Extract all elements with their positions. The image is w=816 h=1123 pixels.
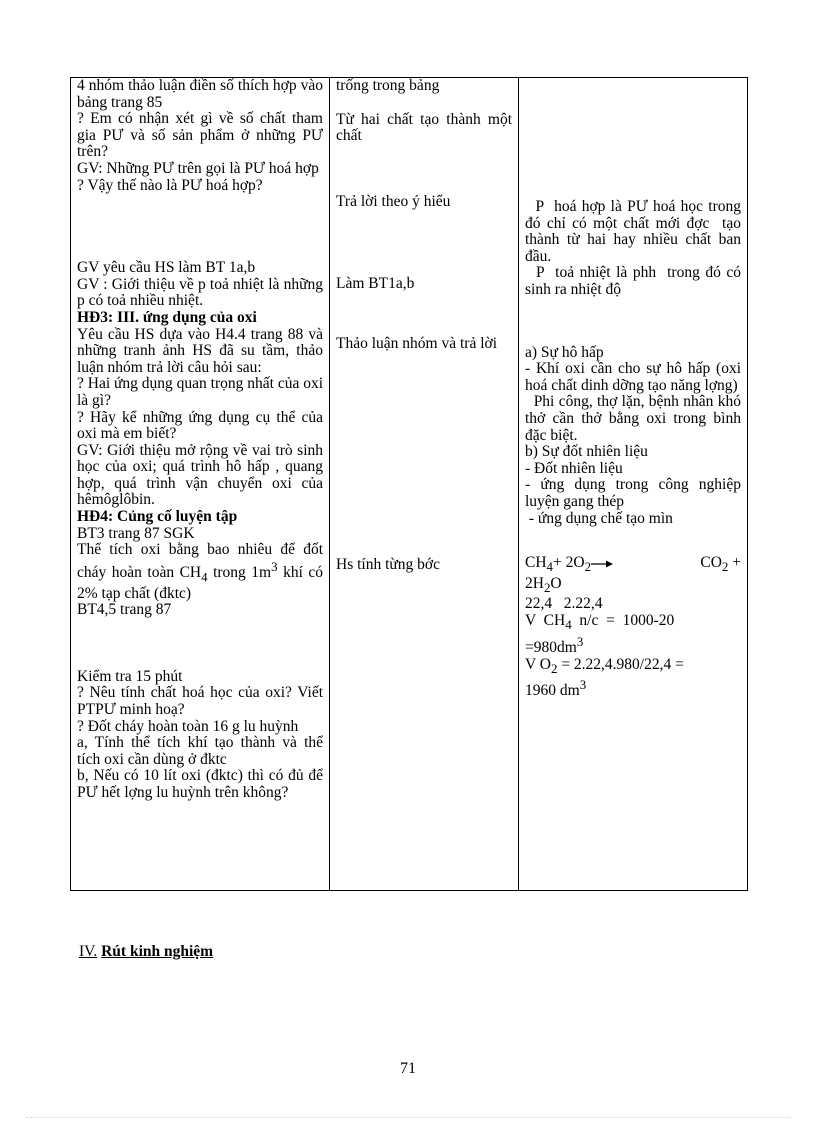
text-line: Phi công, thợ lặn, bệnh nhân khó thở cần thở bằng oxi trong bình đặc biệt. bbox=[525, 393, 745, 444]
text-line: GV: Giới thiệu mở rộng về vai trò sinh học của oxi; quá trình hô hấp , quang hợp, quá trình vận chuyển oxi của hêmôglôbin. bbox=[77, 441, 323, 509]
text-line: GV : Giới thiệu về p toả nhiệt là những p có toả nhiều nhiệt. bbox=[77, 275, 323, 310]
arrow-icon bbox=[591, 560, 613, 568]
text-line: 4 nhóm thảo luận điền số thích hợp vào bảng trang 85 bbox=[77, 77, 323, 111]
text-line: V $O_2 = 2.22,4.980/22,4$ = bbox=[525, 655, 684, 676]
text-line: ? Vậy thế nào là PƯ hoá hợp? bbox=[77, 176, 263, 194]
text-line: Từ hai chất tạo thành một chất bbox=[336, 110, 512, 145]
section-number: IV. bbox=[79, 943, 98, 960]
text-line: trống trong bảng bbox=[336, 77, 440, 94]
text-line: - Khí oxi cần cho sự hô hấp (oxi hoá chất dinh dỡng tạo năng lợng) bbox=[525, 360, 741, 394]
content-column bbox=[519, 78, 748, 891]
text-line: $=980dm^3$ bbox=[525, 633, 584, 656]
page-number: 71 bbox=[400, 1060, 416, 1077]
text-line: b, Nếu có 10 lít oxi (đktc) thì có đủ để PƯ hết lợng lu huỳnh trên không? bbox=[77, 767, 323, 802]
text-line: GV yêu cầu HS làm BT 1a,b bbox=[77, 259, 256, 277]
text-line: 1960 $dm^3$ bbox=[525, 677, 587, 700]
text-line: Hs tính từng bớc bbox=[336, 555, 440, 573]
section-heading-iv bbox=[79, 943, 213, 961]
reaction-equation: $CH_4+ 2O_2$ $CO_2$ + bbox=[525, 554, 741, 575]
text-line: ? Em có nhận xét gì về số chất tham gia PƯ và số sản phẩm ở những PƯ trên? bbox=[77, 110, 323, 161]
text-line: Thảo luận nhóm và trả lời bbox=[336, 334, 498, 352]
text-line: ? Hai ứng dụng quan trọng nhất của oxi là gì? bbox=[77, 375, 324, 409]
text-line: - ứng dụng chế tạo mìn bbox=[525, 509, 673, 527]
teacher-activity-column bbox=[71, 78, 330, 891]
text-line: ? Hãy kể những ứng dụng cụ thể của oxi mà em biết? bbox=[77, 408, 323, 443]
text-line: ? Nêu tính chất hoá học của oxi? Viết PTPƯ minh hoạ? bbox=[77, 684, 323, 719]
text-line: Làm BT1a,b bbox=[336, 275, 415, 293]
text-line: 22,4 2.22,4 bbox=[525, 595, 603, 613]
text-line: V $CH_4$ n/c = 1000-20 bbox=[525, 612, 675, 633]
text-line: $2H_2O$ bbox=[525, 574, 562, 595]
text-line: GV: Những PƯ trên gọi là PƯ hoá hợp bbox=[77, 159, 319, 177]
section-heading-hd4: HĐ4: Củng cố luyện tập bbox=[77, 508, 238, 526]
definition-exothermic: P toả nhiệt là phh trong đó có sinh ra nhiệt độ bbox=[525, 264, 745, 298]
definition-combination: P hoá hợp là PƯ hoá học trong đó chỉ có một chất mới đợc tạo thành từ hai hay nhiều chất ban đầu. bbox=[525, 198, 745, 265]
section-title: Rút kinh nghiệm bbox=[101, 943, 214, 960]
text-line: b) Sự đốt nhiên liệu bbox=[525, 443, 648, 461]
text-line: Thể tích oxi bằng bao nhiêu để đốt cháy hoàn toàn $CH_4$ trong $1m^3$ khí có 2% tạp chất (đktc) bbox=[77, 541, 324, 602]
text-line: ? Đốt cháy hoàn toàn 16 g lu huỳnh bbox=[77, 717, 299, 735]
text-line: - ứng dụng trong công nghiệp luyện gang thép bbox=[525, 476, 741, 510]
page-edge bbox=[26, 1117, 790, 1118]
text-line: a) Sự hô hấp bbox=[525, 343, 604, 361]
lesson-table bbox=[70, 77, 748, 891]
text-line: Kiểm tra 15 phút bbox=[77, 667, 183, 685]
text-line: Trả lời theo ý hiểu bbox=[336, 192, 451, 210]
student-activity-column bbox=[330, 78, 519, 891]
section-heading-hd3: HĐ3: III. ứng dụng của oxi bbox=[77, 308, 257, 326]
text-line: Yêu cầu HS dựa vào H4.4 trang 88 và những tranh ảnh HS đã su tầm, thảo luận nhóm trả lời câu hỏi sau: bbox=[77, 325, 323, 376]
text-line: BT4,5 trang 87 bbox=[77, 601, 172, 619]
text-line: BT3 trang 87 SGK bbox=[77, 524, 195, 542]
text-line: - Đốt nhiên liệu bbox=[525, 459, 623, 477]
text-line: a, Tính thể tích khí tạo thành và thể tích oxi cần dùng ở đktc bbox=[77, 734, 323, 768]
